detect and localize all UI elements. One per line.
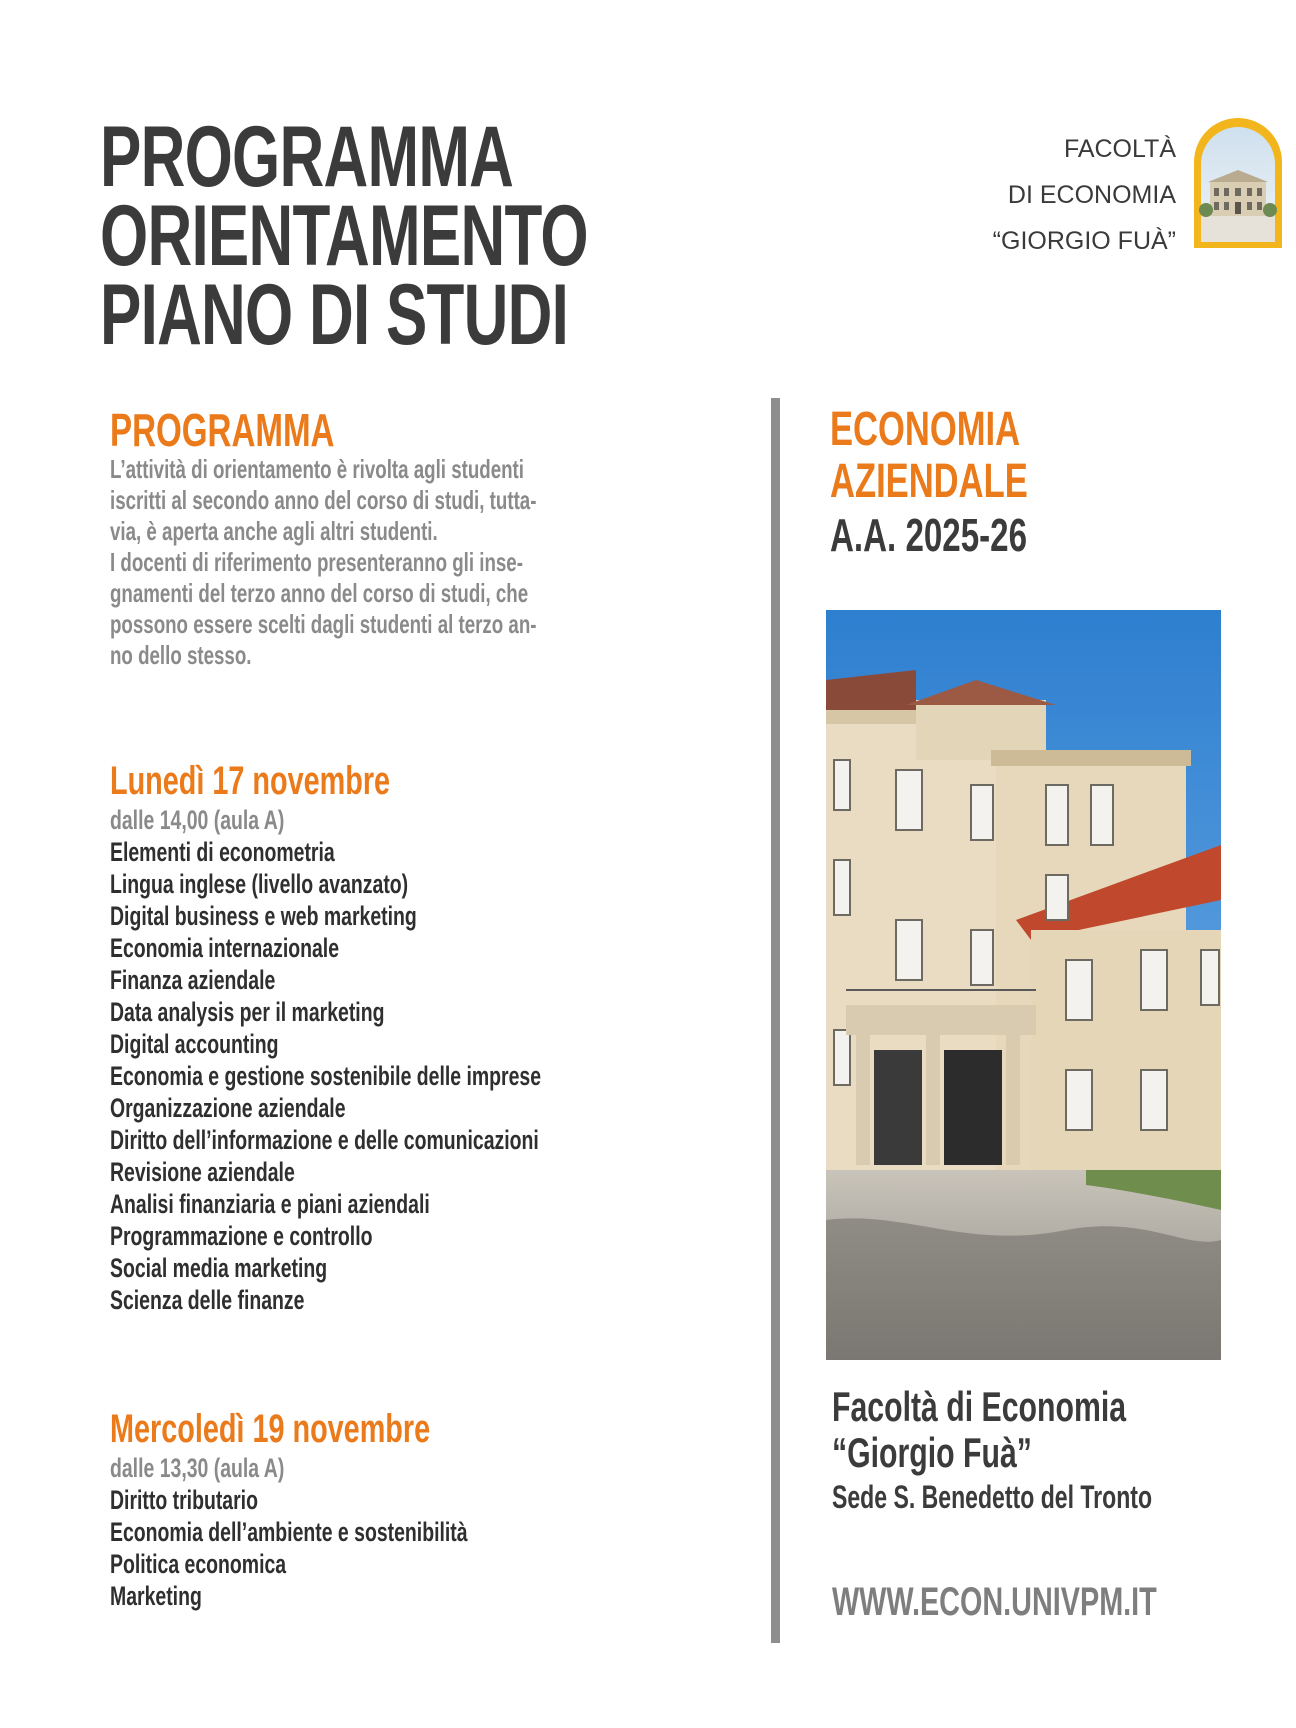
list-item: Social media marketing — [110, 1253, 328, 1283]
list-item: Digital accounting — [110, 1029, 279, 1059]
list-item: Economia dell’ambiente e sostenibilità — [110, 1517, 468, 1547]
address-line: Sede S. Benedetto del Tronto — [832, 1479, 1153, 1515]
list-item: Elementi di econometria — [110, 837, 335, 867]
description-text: L’attività di orientamento è rivolta agli studenti iscritti al secondo anno del corso di studi, tutta- via, è aperta anche agli altri studenti. I docenti di riferimento presenteranno gli inse- gnamenti del terzo anno del corso di studi, che possono essere scelti dagli studenti al terzo an- no dello stesso. — [110, 454, 537, 670]
list-item: Diritto dell’informazione e delle comunicazioni — [110, 1125, 539, 1155]
session-title: Lunedì 17 novembre — [110, 759, 391, 803]
list-item: Politica economica — [110, 1549, 287, 1579]
title-line: PIANO DI STUDI — [100, 267, 569, 363]
address-line: “Giorgio Fuà” — [832, 1429, 1032, 1476]
list-item: Marketing — [110, 1581, 202, 1611]
list-item: Digital business e web marketing — [110, 901, 417, 931]
course-name-line: ECONOMIA — [830, 403, 1021, 456]
list-item: Economia internazionale — [110, 933, 340, 963]
faculty-address — [832, 1384, 1277, 1518]
faculty-building-arch-icon — [1188, 112, 1288, 252]
title-line: PROGRAMMA — [100, 109, 514, 205]
list-item: Revisione aziendale — [110, 1157, 295, 1187]
course-name-line: AZIENDALE — [830, 455, 1028, 508]
session-time: dalle 14,00 (aula A) — [110, 805, 285, 835]
programma-description — [110, 454, 670, 671]
title-line: ORIENTAMENTO — [100, 188, 588, 284]
address-line: Facoltà di Economia — [832, 1383, 1127, 1430]
list-item: Diritto tributario — [110, 1485, 258, 1515]
programma-heading: PROGRAMMA — [110, 404, 335, 456]
session-time: dalle 13,30 (aula A) — [110, 1453, 285, 1483]
logo-line: “GIORGIO FUÀ” — [992, 227, 1176, 255]
list-item: Finanza aziendale — [110, 965, 276, 995]
session-monday — [110, 758, 709, 1316]
logo-line: DI ECONOMIA — [1007, 181, 1176, 209]
main-title — [100, 109, 778, 363]
course-list — [110, 836, 709, 1316]
list-item: Economia e gestione sostenibile delle imprese — [110, 1061, 542, 1091]
logo-line: FACOLTÀ — [1063, 135, 1176, 163]
list-item: Data analysis per il marketing — [110, 997, 385, 1027]
list-item: Organizzazione aziendale — [110, 1093, 346, 1123]
session-wednesday — [110, 1406, 607, 1612]
list-item: Programmazione e controllo — [110, 1221, 373, 1251]
faculty-building-photo — [826, 610, 1221, 1360]
list-item: Analisi finanziaria e piani aziendali — [110, 1189, 430, 1219]
website-link[interactable]: WWW.ECON.UNIVPM.IT — [832, 1580, 1157, 1624]
list-item: Scienza delle finanze — [110, 1285, 305, 1315]
academic-year: A.A. 2025-26 — [830, 509, 1027, 561]
course-list — [110, 1484, 607, 1612]
vertical-divider — [771, 398, 780, 1643]
course-name — [830, 404, 1105, 562]
session-title: Mercoledì 19 novembre — [110, 1407, 431, 1451]
logo-text — [993, 126, 1176, 264]
list-item: Lingua inglese (livello avanzato) — [110, 869, 409, 899]
faculty-logo — [888, 112, 1288, 254]
